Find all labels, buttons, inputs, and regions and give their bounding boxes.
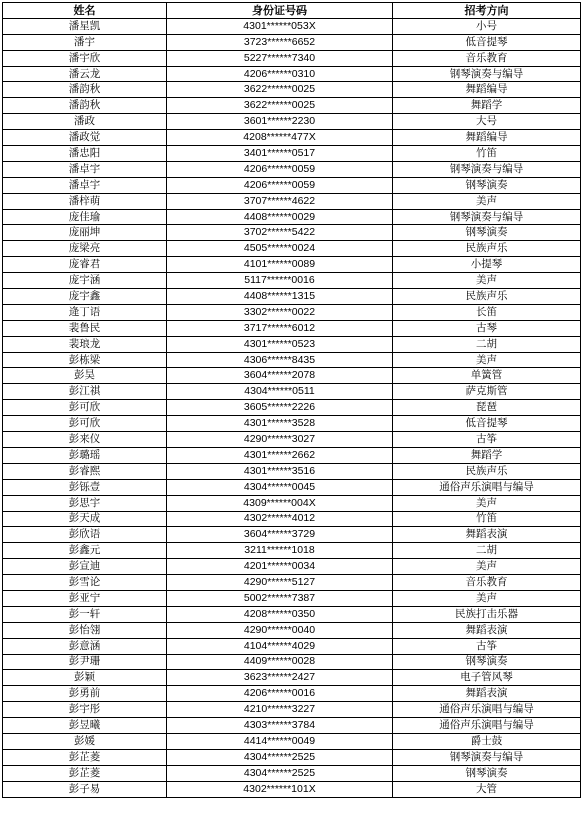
cell-direction: 古筝 bbox=[393, 638, 581, 654]
table-row bbox=[3, 463, 581, 479]
cell-direction: 电子管风琴 bbox=[393, 670, 581, 686]
cell-name: 彭颖 bbox=[3, 670, 167, 686]
cell-id-number: 5227******7340 bbox=[167, 50, 393, 66]
table-row bbox=[3, 209, 581, 225]
cell-id-number: 4206******0310 bbox=[167, 66, 393, 82]
table-row bbox=[3, 432, 581, 448]
cell-name: 潘卓宇 bbox=[3, 161, 167, 177]
cell-id-number: 4301******3516 bbox=[167, 463, 393, 479]
cell-direction: 大管 bbox=[393, 781, 581, 797]
cell-name: 彭意涵 bbox=[3, 638, 167, 654]
cell-name: 彭亚宁 bbox=[3, 590, 167, 606]
table-row bbox=[3, 384, 581, 400]
table-row bbox=[3, 304, 581, 320]
cell-name: 彭可欣 bbox=[3, 400, 167, 416]
cell-name: 彭昱曦 bbox=[3, 718, 167, 734]
cell-direction: 低音提琴 bbox=[393, 416, 581, 432]
cell-direction: 二胡 bbox=[393, 543, 581, 559]
cell-name: 彭宇彤 bbox=[3, 702, 167, 718]
table-row bbox=[3, 733, 581, 749]
table-row bbox=[3, 606, 581, 622]
cell-direction: 通俗声乐演唱与编导 bbox=[393, 479, 581, 495]
cell-direction: 通俗声乐演唱与编导 bbox=[393, 702, 581, 718]
cell-id-number: 3302******0022 bbox=[167, 304, 393, 320]
candidate-table bbox=[2, 2, 581, 798]
table-row bbox=[3, 749, 581, 765]
table-row bbox=[3, 781, 581, 797]
cell-direction: 通俗声乐演唱与编导 bbox=[393, 718, 581, 734]
cell-name: 彭尹珊 bbox=[3, 654, 167, 670]
cell-name: 庞宇鑫 bbox=[3, 289, 167, 305]
cell-id-number: 5002******7387 bbox=[167, 590, 393, 606]
cell-id-number: 4408******0029 bbox=[167, 209, 393, 225]
table-row bbox=[3, 654, 581, 670]
cell-id-number: 3401******0517 bbox=[167, 146, 393, 162]
cell-name: 彭鑫元 bbox=[3, 543, 167, 559]
table-row bbox=[3, 273, 581, 289]
table-row bbox=[3, 320, 581, 336]
cell-direction: 钢琴演奏 bbox=[393, 177, 581, 193]
cell-id-number: 4304******0045 bbox=[167, 479, 393, 495]
cell-direction: 钢琴演奏 bbox=[393, 225, 581, 241]
cell-direction: 古琴 bbox=[393, 320, 581, 336]
cell-direction: 民族声乐 bbox=[393, 289, 581, 305]
cell-id-number: 3623******2427 bbox=[167, 670, 393, 686]
table-row bbox=[3, 622, 581, 638]
table-row bbox=[3, 130, 581, 146]
cell-name: 彭媛 bbox=[3, 733, 167, 749]
cell-name: 庞睿君 bbox=[3, 257, 167, 273]
cell-direction: 舞蹈学 bbox=[393, 98, 581, 114]
cell-direction: 舞蹈编导 bbox=[393, 130, 581, 146]
cell-direction: 钢琴演奏与编导 bbox=[393, 749, 581, 765]
cell-direction: 舞蹈编导 bbox=[393, 82, 581, 98]
cell-id-number: 4301******3528 bbox=[167, 416, 393, 432]
cell-name: 潘忠阳 bbox=[3, 146, 167, 162]
cell-name: 彭铄壹 bbox=[3, 479, 167, 495]
table-row bbox=[3, 559, 581, 575]
table-row bbox=[3, 765, 581, 781]
cell-direction: 美声 bbox=[393, 352, 581, 368]
cell-direction: 钢琴演奏与编导 bbox=[393, 66, 581, 82]
cell-id-number: 4104******4029 bbox=[167, 638, 393, 654]
cell-direction: 音乐教育 bbox=[393, 50, 581, 66]
table-row bbox=[3, 193, 581, 209]
cell-id-number: 4414******0049 bbox=[167, 733, 393, 749]
cell-direction: 小号 bbox=[393, 18, 581, 34]
cell-name: 彭睿熙 bbox=[3, 463, 167, 479]
cell-name: 彭璐瑶 bbox=[3, 447, 167, 463]
table-row bbox=[3, 225, 581, 241]
cell-id-number: 3211******1018 bbox=[167, 543, 393, 559]
cell-id-number: 3717******6012 bbox=[167, 320, 393, 336]
table-row bbox=[3, 686, 581, 702]
table-row bbox=[3, 638, 581, 654]
cell-direction: 古筝 bbox=[393, 432, 581, 448]
cell-name: 彭勇前 bbox=[3, 686, 167, 702]
table-row bbox=[3, 718, 581, 734]
cell-id-number: 4301******0523 bbox=[167, 336, 393, 352]
cell-id-number: 3604******3729 bbox=[167, 527, 393, 543]
table-row bbox=[3, 82, 581, 98]
cell-id-number: 4304******2525 bbox=[167, 749, 393, 765]
cell-direction: 舞蹈表演 bbox=[393, 686, 581, 702]
cell-name: 潘梓萌 bbox=[3, 193, 167, 209]
cell-name: 彭江祺 bbox=[3, 384, 167, 400]
cell-name: 潘星凯 bbox=[3, 18, 167, 34]
table-row bbox=[3, 479, 581, 495]
cell-direction: 舞蹈表演 bbox=[393, 527, 581, 543]
cell-id-number: 4201******0034 bbox=[167, 559, 393, 575]
cell-direction: 钢琴演奏与编导 bbox=[393, 209, 581, 225]
cell-id-number: 4306******8435 bbox=[167, 352, 393, 368]
cell-id-number: 4304******2525 bbox=[167, 765, 393, 781]
cell-direction: 爵士鼓 bbox=[393, 733, 581, 749]
table-row bbox=[3, 18, 581, 34]
cell-name: 彭子易 bbox=[3, 781, 167, 797]
cell-id-number: 4301******2662 bbox=[167, 447, 393, 463]
cell-name: 潘韵秋 bbox=[3, 98, 167, 114]
cell-id-number: 4303******3784 bbox=[167, 718, 393, 734]
cell-name: 彭欣语 bbox=[3, 527, 167, 543]
table-row bbox=[3, 495, 581, 511]
table-row bbox=[3, 511, 581, 527]
cell-direction: 二胡 bbox=[393, 336, 581, 352]
cell-name: 庞宇涵 bbox=[3, 273, 167, 289]
cell-id-number: 4304******0511 bbox=[167, 384, 393, 400]
cell-direction: 钢琴演奏与编导 bbox=[393, 161, 581, 177]
cell-direction: 美声 bbox=[393, 495, 581, 511]
cell-direction: 竹笛 bbox=[393, 146, 581, 162]
table-row bbox=[3, 114, 581, 130]
cell-id-number: 4408******1315 bbox=[167, 289, 393, 305]
table-row bbox=[3, 575, 581, 591]
cell-id-number: 3707******4622 bbox=[167, 193, 393, 209]
cell-id-number: 4302******101X bbox=[167, 781, 393, 797]
cell-direction: 小提琴 bbox=[393, 257, 581, 273]
table-row bbox=[3, 161, 581, 177]
cell-name: 彭来仪 bbox=[3, 432, 167, 448]
cell-id-number: 4290******3027 bbox=[167, 432, 393, 448]
cell-direction: 美声 bbox=[393, 193, 581, 209]
table-row bbox=[3, 416, 581, 432]
cell-id-number: 3622******0025 bbox=[167, 82, 393, 98]
cell-direction: 琵琶 bbox=[393, 400, 581, 416]
cell-id-number: 4290******0040 bbox=[167, 622, 393, 638]
cell-name: 彭天成 bbox=[3, 511, 167, 527]
cell-direction: 长笛 bbox=[393, 304, 581, 320]
table-row bbox=[3, 336, 581, 352]
table-row bbox=[3, 34, 581, 50]
cell-name: 逄丁语 bbox=[3, 304, 167, 320]
cell-id-number: 3601******2230 bbox=[167, 114, 393, 130]
cell-name: 彭宣迪 bbox=[3, 559, 167, 575]
cell-name: 潘云龙 bbox=[3, 66, 167, 82]
cell-id-number: 4206******0016 bbox=[167, 686, 393, 702]
table-row bbox=[3, 368, 581, 384]
cell-direction: 民族声乐 bbox=[393, 463, 581, 479]
table-row bbox=[3, 702, 581, 718]
table-row bbox=[3, 289, 581, 305]
table-row bbox=[3, 447, 581, 463]
cell-direction: 大号 bbox=[393, 114, 581, 130]
table-row bbox=[3, 98, 581, 114]
cell-direction: 音乐教育 bbox=[393, 575, 581, 591]
cell-id-number: 4302******4012 bbox=[167, 511, 393, 527]
cell-id-number: 4309******004X bbox=[167, 495, 393, 511]
cell-name: 彭昊 bbox=[3, 368, 167, 384]
table-row bbox=[3, 352, 581, 368]
cell-name: 潘宇欣 bbox=[3, 50, 167, 66]
cell-name: 裴琅龙 bbox=[3, 336, 167, 352]
header-id-number: 身份证号码 bbox=[167, 3, 393, 19]
cell-direction: 竹笛 bbox=[393, 511, 581, 527]
cell-name: 潘宇 bbox=[3, 34, 167, 50]
cell-id-number: 5117******0016 bbox=[167, 273, 393, 289]
cell-direction: 民族声乐 bbox=[393, 241, 581, 257]
cell-name: 彭雪论 bbox=[3, 575, 167, 591]
cell-direction: 民族打击乐器 bbox=[393, 606, 581, 622]
cell-id-number: 4409******0028 bbox=[167, 654, 393, 670]
cell-name: 潘政觉 bbox=[3, 130, 167, 146]
cell-id-number: 4505******0024 bbox=[167, 241, 393, 257]
cell-name: 彭怡翎 bbox=[3, 622, 167, 638]
cell-direction: 单簧管 bbox=[393, 368, 581, 384]
table-body bbox=[3, 18, 581, 797]
table-row bbox=[3, 590, 581, 606]
table-row bbox=[3, 670, 581, 686]
cell-name: 庞佳瑜 bbox=[3, 209, 167, 225]
cell-id-number: 4210******3227 bbox=[167, 702, 393, 718]
cell-direction: 萨克斯管 bbox=[393, 384, 581, 400]
table-row bbox=[3, 241, 581, 257]
roster-sheet bbox=[2, 2, 581, 798]
cell-id-number: 4301******053X bbox=[167, 18, 393, 34]
table-row bbox=[3, 177, 581, 193]
cell-name: 彭芷菱 bbox=[3, 765, 167, 781]
cell-direction: 钢琴演奏 bbox=[393, 765, 581, 781]
cell-direction: 钢琴演奏 bbox=[393, 654, 581, 670]
cell-name: 彭思宇 bbox=[3, 495, 167, 511]
cell-id-number: 4208******0350 bbox=[167, 606, 393, 622]
cell-id-number: 3702******5422 bbox=[167, 225, 393, 241]
table-row bbox=[3, 257, 581, 273]
cell-id-number: 3605******2226 bbox=[167, 400, 393, 416]
cell-name: 裴鲁民 bbox=[3, 320, 167, 336]
cell-id-number: 3723******6652 bbox=[167, 34, 393, 50]
header-row bbox=[3, 3, 581, 19]
cell-name: 彭芷菱 bbox=[3, 749, 167, 765]
cell-name: 彭栋梁 bbox=[3, 352, 167, 368]
cell-id-number: 3622******0025 bbox=[167, 98, 393, 114]
cell-name: 庞丽坤 bbox=[3, 225, 167, 241]
cell-direction: 美声 bbox=[393, 273, 581, 289]
header-direction: 招考方向 bbox=[393, 3, 581, 19]
table-row bbox=[3, 50, 581, 66]
table-row bbox=[3, 527, 581, 543]
cell-name: 潘韵秋 bbox=[3, 82, 167, 98]
cell-id-number: 4206******0059 bbox=[167, 177, 393, 193]
cell-name: 彭可欣 bbox=[3, 416, 167, 432]
cell-direction: 低音提琴 bbox=[393, 34, 581, 50]
cell-direction: 舞蹈表演 bbox=[393, 622, 581, 638]
table-row bbox=[3, 543, 581, 559]
table-row bbox=[3, 66, 581, 82]
table-row bbox=[3, 146, 581, 162]
cell-direction: 舞蹈学 bbox=[393, 447, 581, 463]
cell-name: 彭一轩 bbox=[3, 606, 167, 622]
table-row bbox=[3, 400, 581, 416]
cell-name: 庞梁亮 bbox=[3, 241, 167, 257]
cell-direction: 美声 bbox=[393, 590, 581, 606]
cell-id-number: 4206******0059 bbox=[167, 161, 393, 177]
cell-id-number: 4290******5127 bbox=[167, 575, 393, 591]
cell-id-number: 4101******0089 bbox=[167, 257, 393, 273]
cell-id-number: 4208******477X bbox=[167, 130, 393, 146]
cell-name: 潘卓宇 bbox=[3, 177, 167, 193]
header-name: 姓名 bbox=[3, 3, 167, 19]
cell-name: 潘政 bbox=[3, 114, 167, 130]
cell-id-number: 3604******2078 bbox=[167, 368, 393, 384]
cell-direction: 美声 bbox=[393, 559, 581, 575]
